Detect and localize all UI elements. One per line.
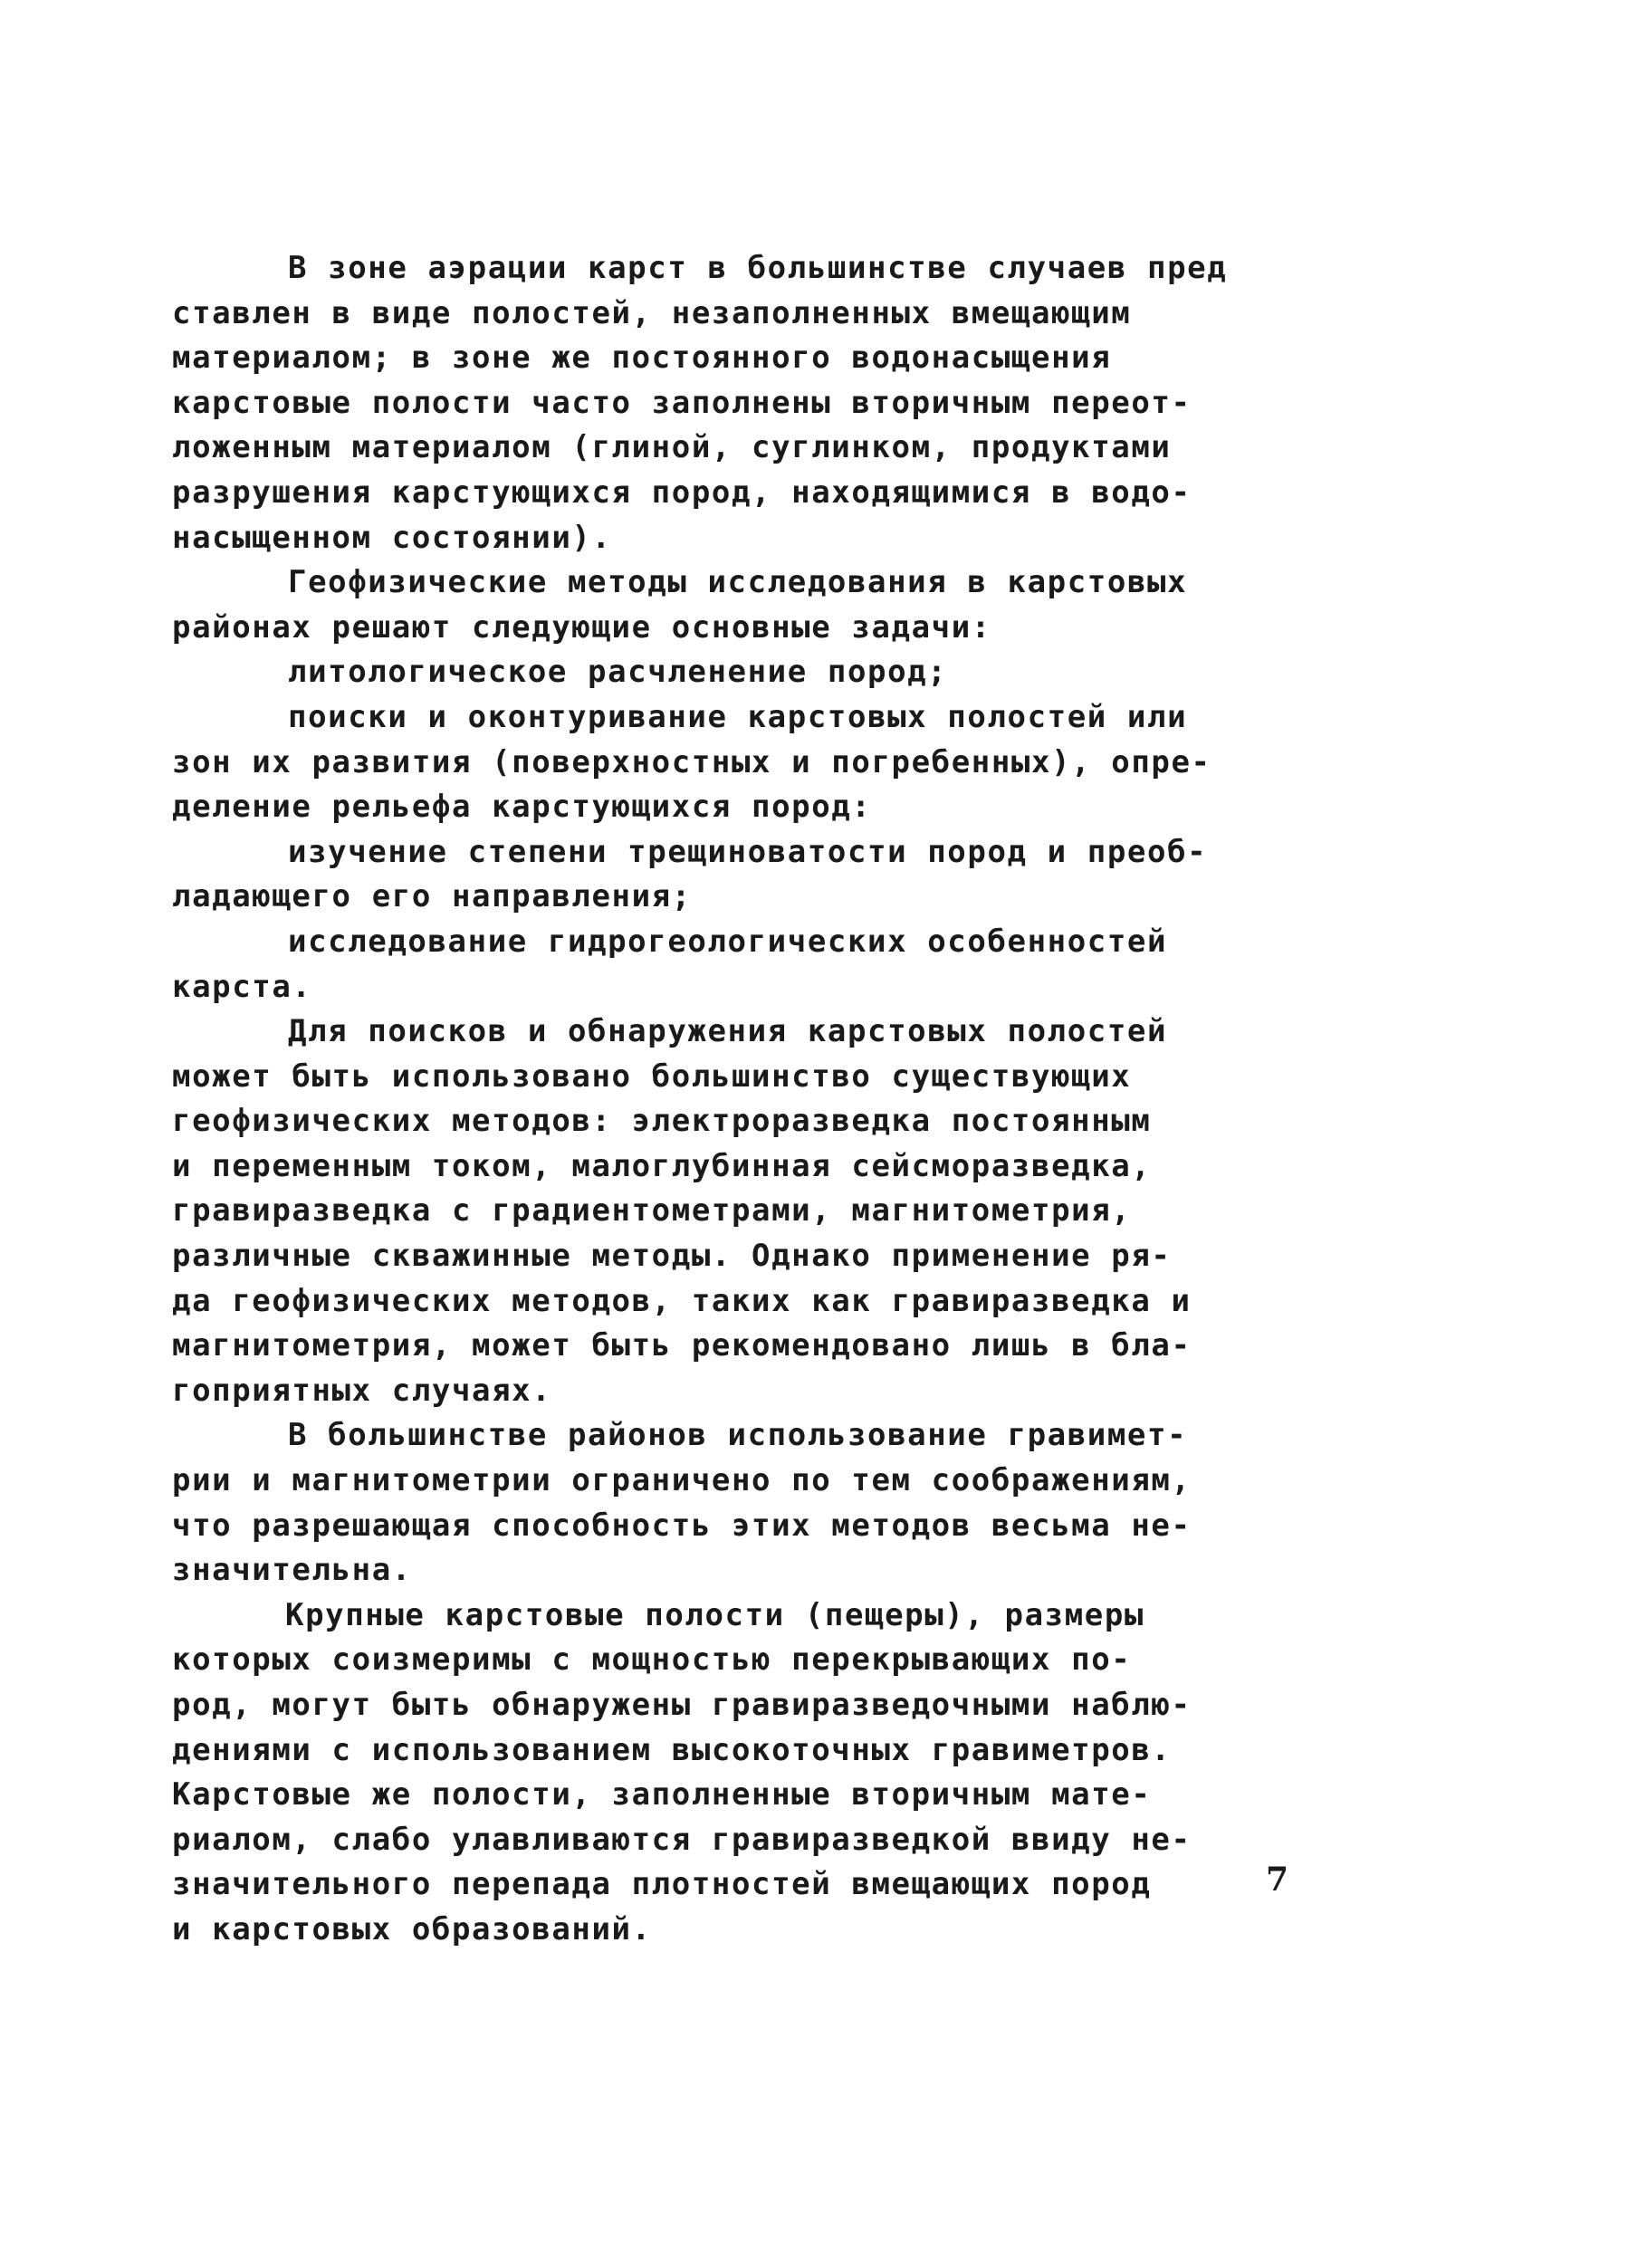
text-line: да геофизических методов, таких как гравиразведка и (172, 1282, 1192, 1319)
text-line: риалом, слабо улавливаются гравиразведкой ввиду не- (172, 1821, 1192, 1858)
text-line: деление рельефа карстующихся пород: (172, 789, 872, 826)
text-line: зон их развития (поверхностных и погребенных), опре- (172, 743, 1211, 780)
text-line: насыщенном состоянии). (172, 519, 612, 556)
text-line: магнитометрия, может быть рекомендовано лишь в бла- (172, 1327, 1192, 1364)
page-number: 7 (1266, 1861, 1289, 1899)
text-line: гравиразведка с градиентометрами, магнитометрия, (172, 1192, 1132, 1230)
text-line: и переменным током, малоглубинная сейсморазведка, (172, 1147, 1152, 1184)
text-line: значительного перепада плотностей вмещающих пород (172, 1866, 1152, 1903)
text-line: может быть использовано большинство существующих (172, 1057, 1132, 1095)
text-line: районах решают следующие основные задачи: (172, 608, 991, 646)
text-line: исследование гидрогеологических особенностей (288, 923, 1168, 960)
text-line: что разрешающая способность этих методов весьма не- (172, 1507, 1192, 1544)
text-line: ладающего его направления; (172, 878, 692, 915)
text-line: которых соизмеримы с мощностью перекрывающих по- (172, 1641, 1132, 1679)
text-line: материалом; в зоне же постоянного водонасыщения (172, 340, 1112, 377)
text-line: геофизических методов: электроразведка постоянным (172, 1103, 1152, 1140)
text-line: изучение степени трещиноватости пород и преоб- (288, 833, 1208, 870)
text-line: дениями с использованием высокоточных гравиметров. (172, 1731, 1172, 1768)
text-line: Геофизические методы исследования в карстовых (288, 564, 1188, 601)
body-text (172, 246, 1340, 1953)
text-line: В зоне аэрации карст в большинстве случаев пред (288, 250, 1228, 286)
text-line: литологическое расчленение пород; (288, 654, 948, 691)
text-line: поиски и оконтуривание карстовых полостей или (288, 698, 1188, 735)
text-line: род, могут быть обнаружены гравиразведочными наблю- (172, 1687, 1192, 1723)
text-line: ставлен в виде полостей, незаполненных вмещающим (172, 294, 1132, 331)
text-line: гоприятных случаях. (172, 1372, 552, 1409)
text-line: Карстовые же полости, заполненные вторичным мате- (172, 1776, 1152, 1813)
text-line: различные скважинные методы. Однако применение ря- (172, 1238, 1172, 1275)
text-line: Для поисков и обнаружения карстовых полостей (288, 1013, 1168, 1050)
text-line: Крупные карстовые полости (пещеры), размеры (285, 1596, 1144, 1633)
text-line: ложенным материалом (глиной, суглинком, продуктами (172, 429, 1172, 466)
text-line: разрушения карстующихся пород, находящимися в водо- (172, 474, 1192, 511)
text-line: В большинстве районов использование гравимет- (288, 1417, 1188, 1454)
text-line: карста. (172, 968, 312, 1005)
text-line: значительна. (172, 1552, 412, 1589)
text-line: карстовые полости часто заполнены вторичным переот- (172, 384, 1192, 421)
text-line: рии и магнитометрии ограничено по тем соображениям, (172, 1462, 1192, 1499)
text-line: и карстовых образований. (172, 1910, 652, 1947)
